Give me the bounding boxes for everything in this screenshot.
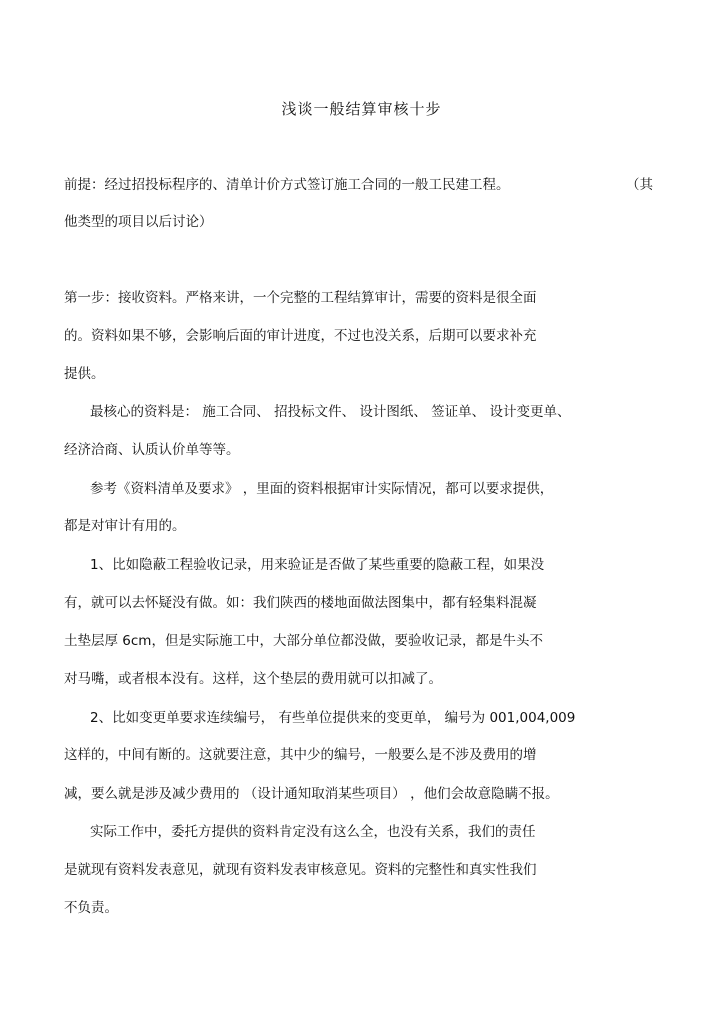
step1-paragraph-2-line-2: 经济洽商、认质认价单等等。 (64, 442, 240, 458)
step1-paragraph-3-line-2: 都是对审计有用的。 (64, 518, 186, 534)
step1-paragraph-2-line-1: 最核心的资料是： 施工合同、 招投标文件、 设计图纸、 签证单、 设计变更单、 (90, 404, 571, 420)
page-title: 浅谈一般结算审核十步 (281, 100, 442, 118)
step1-paragraph-4-line-1: 1、比如隐蔽工程验收记录，用来验证是否做了某些重要的隐蔽工程，如果没 (90, 557, 545, 573)
step1-paragraph-5-line-3: 减，要么就是涉及减少费用的 （设计通知取消某些项目） ，他们会故意隐瞒不报。 (64, 786, 559, 802)
step1-paragraph-6-line-1: 实际工作中，委托方提供的资料肯定没有这么全，也没有关系，我们的责任 (90, 824, 536, 840)
step1-paragraph-1-line-3: 提供。 (64, 366, 105, 382)
step1-paragraph-1-line-2: 的。资料如果不够，会影响后面的审计进度，不过也没关系，后期可以要求补充 (64, 328, 537, 344)
step1-paragraph-4-line-4: 对马嘴，或者根本没有。这样，这个垫层的费用就可以扣减了。 (64, 671, 442, 687)
step1-paragraph-1-line-1: 第一步：接收资料。严格来讲，一个完整的工程结算审计，需要的资料是很全面 (64, 290, 537, 306)
premise-line-1: 前提：经过招投标程序的、清单计价方式签订施工合同的一般工民建工程。 (64, 177, 510, 193)
step1-paragraph-4-line-2: 有，就可以去怀疑没有做。如：我们陕西的楼地面做法图集中，都有轻集料混凝 (64, 595, 537, 611)
premise-line-1-tail: （其 (626, 177, 653, 193)
step1-paragraph-3-line-1: 参考《资料清单及要求》 ，里面的资料根据审计实际情况，都可以要求提供， (90, 481, 554, 497)
step1-paragraph-6-line-3: 不负责。 (64, 900, 118, 916)
premise-line-2: 他类型的项目以后讨论） (64, 214, 213, 230)
step1-paragraph-5-line-2: 这样的，中间有断的。这就要注意，其中少的编号，一般要么是不涉及费用的增 (64, 747, 537, 763)
step1-paragraph-6-line-2: 是就现有资料发表意见，就现有资料发表审核意见。资料的完整性和真实性我们 (64, 862, 537, 878)
step1-paragraph-5-line-1: 2、比如变更单要求连续编号， 有些单位提供来的变更单， 编号为 001,004,009 (90, 710, 576, 726)
step1-paragraph-4-line-3: 土垫层厚 6cm，但是实际施工中，大部分单位都没做，要验收记录，都是牛头不 (64, 633, 543, 649)
